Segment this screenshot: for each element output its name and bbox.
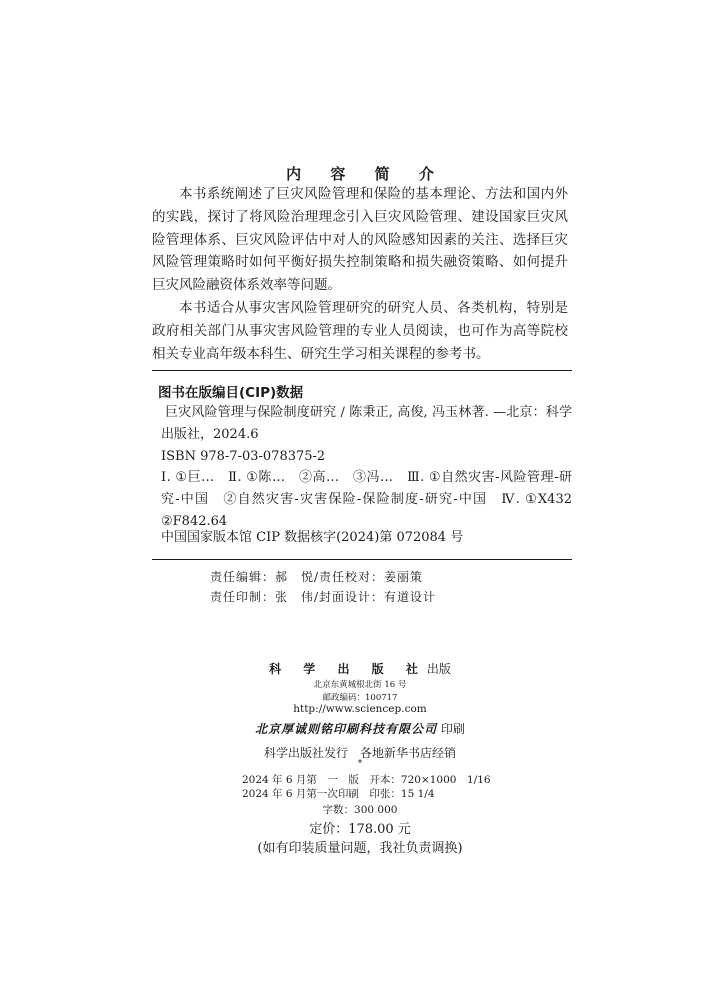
cip-classification: Ⅰ. ①巨… Ⅱ. ①陈… ②高… ③冯… Ⅲ. ①自然灾害-风险管理-研究-中国 ②自然灾害-灾害保险-保险制度-研究-中国 Ⅳ. ①X432 ②F842.64 xyxy=(161,470,572,529)
price: 定价：178.00 元 xyxy=(309,822,411,837)
printer-line xyxy=(0,720,720,737)
word-count: 字数：300 000 xyxy=(322,804,398,816)
publisher-suffix: 出版 xyxy=(426,662,451,676)
credits-editors: 责任编辑：郝 悦/责任校对：姜丽策 xyxy=(210,570,424,584)
cip-isbn: ISBN 978-7-03-078375-2 xyxy=(161,449,326,464)
publisher-url: http://www.sciencep.com xyxy=(293,703,427,715)
publisher-zip: 邮政编码：100717 xyxy=(322,693,398,703)
quality-notice: (如有印装质量问题，我社负责调换) xyxy=(257,841,463,856)
publisher-name: 科 学 出 版 社 xyxy=(269,662,427,676)
publisher-address: 北京东黄城根北街 16 号 xyxy=(313,680,407,690)
summary-title: 内 容 简 介 xyxy=(286,165,446,183)
summary-paragraph-2-text: 本书适合从事灾害风险管理研究的研究人员、各类机构，特别是政府相关部门从事灾害风险管理的专业人员阅读，也可作为高等院校相关专业高年级本科生、研究生学习相关课程的参考书。 xyxy=(152,300,568,362)
distribution-line: 科学出版社发行 各地新华书店经销 xyxy=(263,746,456,760)
publisher-line xyxy=(0,660,720,677)
cip-number: 中国国家版本馆 CIP 数据核字(2024)第 072084 号 xyxy=(161,530,464,545)
cip-top-divider xyxy=(152,370,572,371)
summary-paragraph-1-text: 本书系统阐述了巨灾风险管理和保险的基本理论、方法和国内外的实践，探讨了将风险治理理念引入巨灾风险管理、建设国家巨灾风险管理体系、巨灾风险评估中对人的风险感知因素的关注、选择巨灾风险管理策略时如何平衡好损失控制策略和损失融资策略、如何提升巨灾风险融资体系效率等问题。 xyxy=(152,186,568,294)
summary-paragraph-2 xyxy=(152,297,568,365)
printer-suffix: 印刷 xyxy=(440,722,465,736)
edition-line-2: 2024 年 6 月第一次印刷 印张：15 1/4 xyxy=(242,788,435,800)
summary-paragraph-1 xyxy=(152,183,568,297)
edition-line-1: 2024 年 6 月第 一 版 开本：720×1000 1/16 xyxy=(242,774,491,786)
cip-main-entry-text: 巨灾风险管理与保险制度研究 / 陈秉正, 高俊, 冯玉林著. —北京：科学出版社，2024.6 xyxy=(161,405,572,442)
credits-production: 责任印制：张 伟/封面设计：有道设计 xyxy=(210,590,437,604)
cip-main-entry xyxy=(161,402,572,446)
cip-bottom-divider xyxy=(152,559,572,560)
edition-block xyxy=(242,773,491,801)
star-separator: * xyxy=(357,759,363,769)
printer-name: 北京厚诚则铭印刷科技有限公司 xyxy=(255,722,438,736)
cip-heading: 图书在版编目(CIP)数据 xyxy=(158,385,304,401)
